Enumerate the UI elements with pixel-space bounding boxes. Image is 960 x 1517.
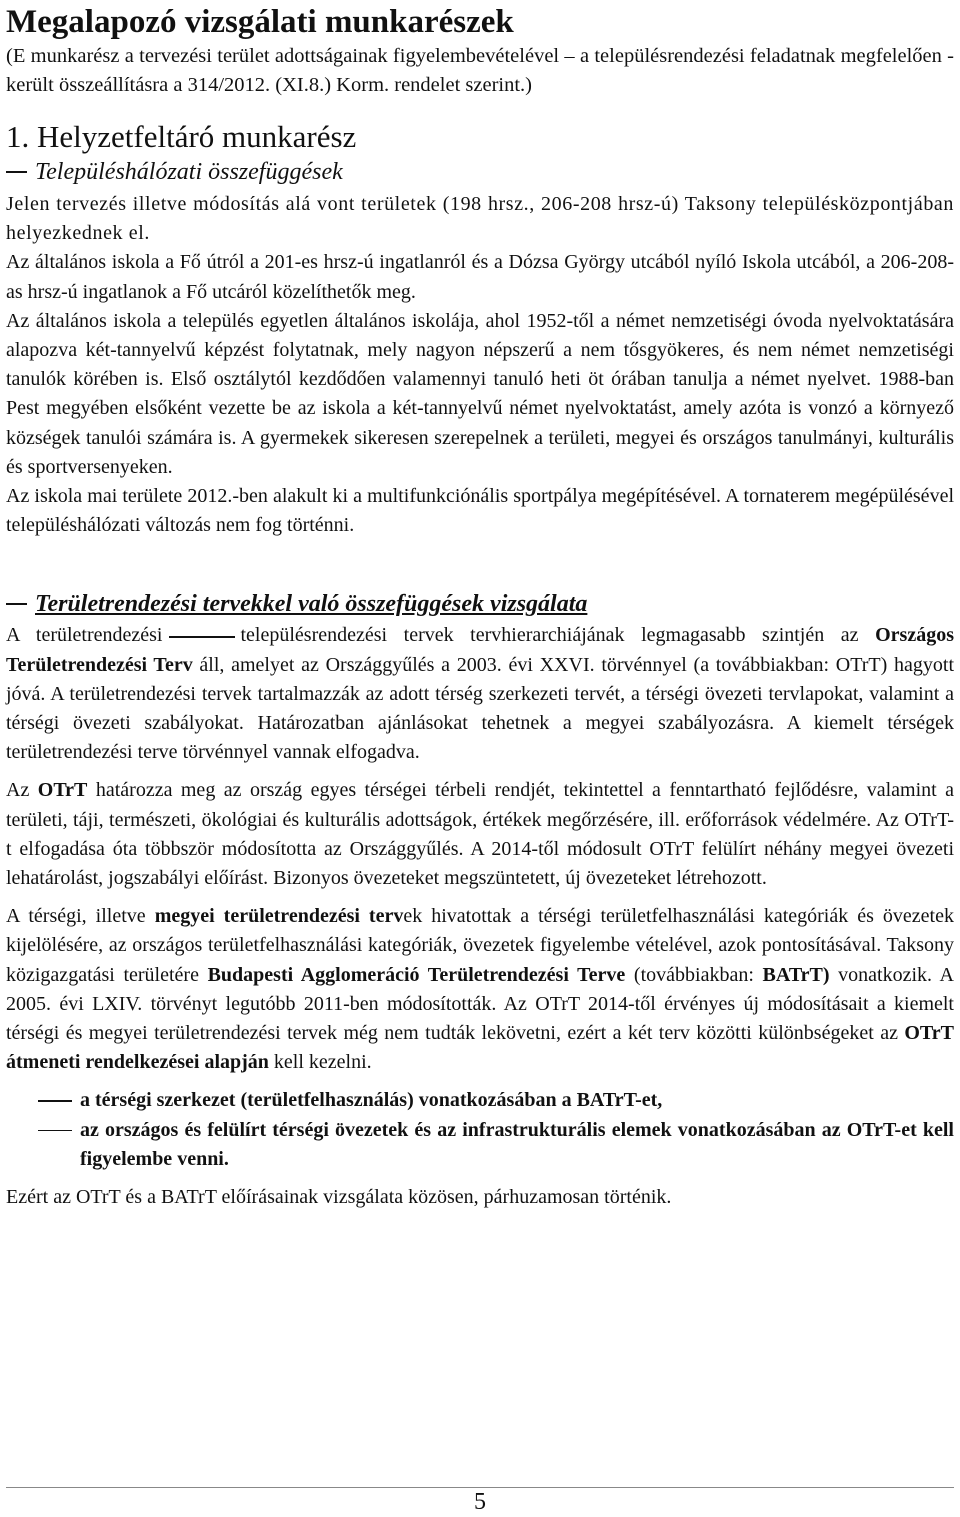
paragraph: Jelen tervezés illetve módosítás alá vont területek (198 hrsz., 206-208 hrsz-ú) Taksony településközpontjában helyezkednek el. [6,193,954,245]
page-number: 5 [474,1489,486,1515]
paragraph: Ezért az OTrT és a BATrT előírásainak vizsgálata közösen, párhuzamosan történik. [6,1186,672,1209]
section2-heading [6,589,954,619]
dash-icon [6,171,27,173]
paragraph: A területrendezési településrendezési tervek tervhierarchiájának legmagasabb szintjén az Országos Területrendezési Terv áll, amelyet az Országgyűlés a 2003. évi XXVI. törvénnyel (a továbbiakban: OTrT) hagyott jóvá. A területrendezési tervek tartalmazzák az adott térség szerkezeti tervét, a térségi övezeti tervlapokat, valamint a térségi övezeti szabályokat. Határozatban ajánlásokat tehetnek a megyei szabályozásra. A kiemelt térségek területrendezési terve törvénnyel vannak elfogadva. [6,624,955,764]
document-page [6,0,954,1212]
subtitle-note: (E munkarész a tervezési terület adottságainak figyelembevételével – a településrendezési feladatnak megfelelően - került összeállításra a 314/2012. (XI.8.) Korm. rendelet szerint.) [6,45,954,96]
section2-heading-text: Területrendezési tervekkel való összefüggések vizsgálata [35,591,588,618]
dash-icon [38,1100,72,1102]
paragraph: Az általános iskola a Fő útról a 201-es hrsz-ú ingatlanról és a Dózsa György utcából nyíló Iskola utcából, a 206-208-as hrsz-ú ingatlanok a Fő utcáról közelíthetők meg. [6,251,954,303]
section1-heading: 1. Helyzetfeltáró munkarész [6,119,357,154]
paragraph: Az OTrT határozza meg az ország egyes térségei térbeli rendjét, tekintettel a fenntartható fejlődésre, valamint a területi, táji, természeti, ökológiai és kulturális adottságok, értékek megőrzésére, ill. erőforrások védelmére. Az OTrT-t elfogadása óta többször módosította az Országgyűlés. A 2014-től módosult OTrT felülírt néhány megyei övezeti lehatárolást, jogszabályi előírást. Bizonyos övezeteket megszüntetett, új övezeteket létrehozott. [6,779,955,890]
paragraph: Az iskola mai területe 2012.-ben alakult ki a multifunkciónális sportpálya megépítésével. A tornaterem megépülésével településhálózati változás nem fog történni. [6,485,954,537]
list-item: a térségi szerkezet (területfelhasználás) vonatkozásában a BATrT-et, [6,1086,954,1115]
dash-icon [38,1130,72,1132]
list-item: az országos és felülírt térségi övezetek és az infrastrukturális elemek vonatkozásában az OTrT-et kell figyelembe venni. [6,1116,954,1174]
paragraph: Az általános iskola a település egyetlen általános iskolája, ahol 1952-től a német nemzetiségi óvoda nyelvoktatására alapozva két-tannyelvű képzést folytatnak, mely nagyon népszerű a nem tősgyökeres, és nem német nemzetiségi tanulók körében is. Első osztálytól kezdődően valamennyi tanuló heti öt órában tanulja a német nyelvet. 1988-ban Pest megyében elsőként vezette be az iskola a két-tannyelvű német nyelvoktatást, amely azóta is vonzó a környező községek tanulói számára is. A gyermekek sikeresen szerepelnek a területi, megyei és országos tanulmányi, kulturális és sportversenyeken. [6,309,954,478]
paragraph: A térségi, illetve megyei területrendezési tervek hivatottak a térségi területfelhasználási kategóriák és övezetek kijelölésére, az országos területfelhasználási kategóriák, övezetek figyelembe vételével, azok pontosításával. Taksony közigazgatási területére Budapesti Agglomeráció Területrendezési Terve (továbbiakban: BATrT) vonatkozik. A 2005. évi LXIV. törvényt legutóbb 2011-ben módosították. Az OTrT 2014-től érvényes új módosításait a kiemelt térségi és megyei területrendezési tervek még nem tudták lekövetni, ezért a két terv közötti különbségeket az OTrT átmeneti rendelkezései alapján kell kezelni. [6,905,955,1074]
section1-subheading [6,157,954,187]
document-title: Megalapozó vizsgálati munkarészek [6,4,514,40]
dash-icon [169,636,235,638]
section1-subheading-text: Településhálózati összefüggések [35,159,343,185]
dash-icon [6,603,27,605]
bullet-list [6,1086,954,1174]
